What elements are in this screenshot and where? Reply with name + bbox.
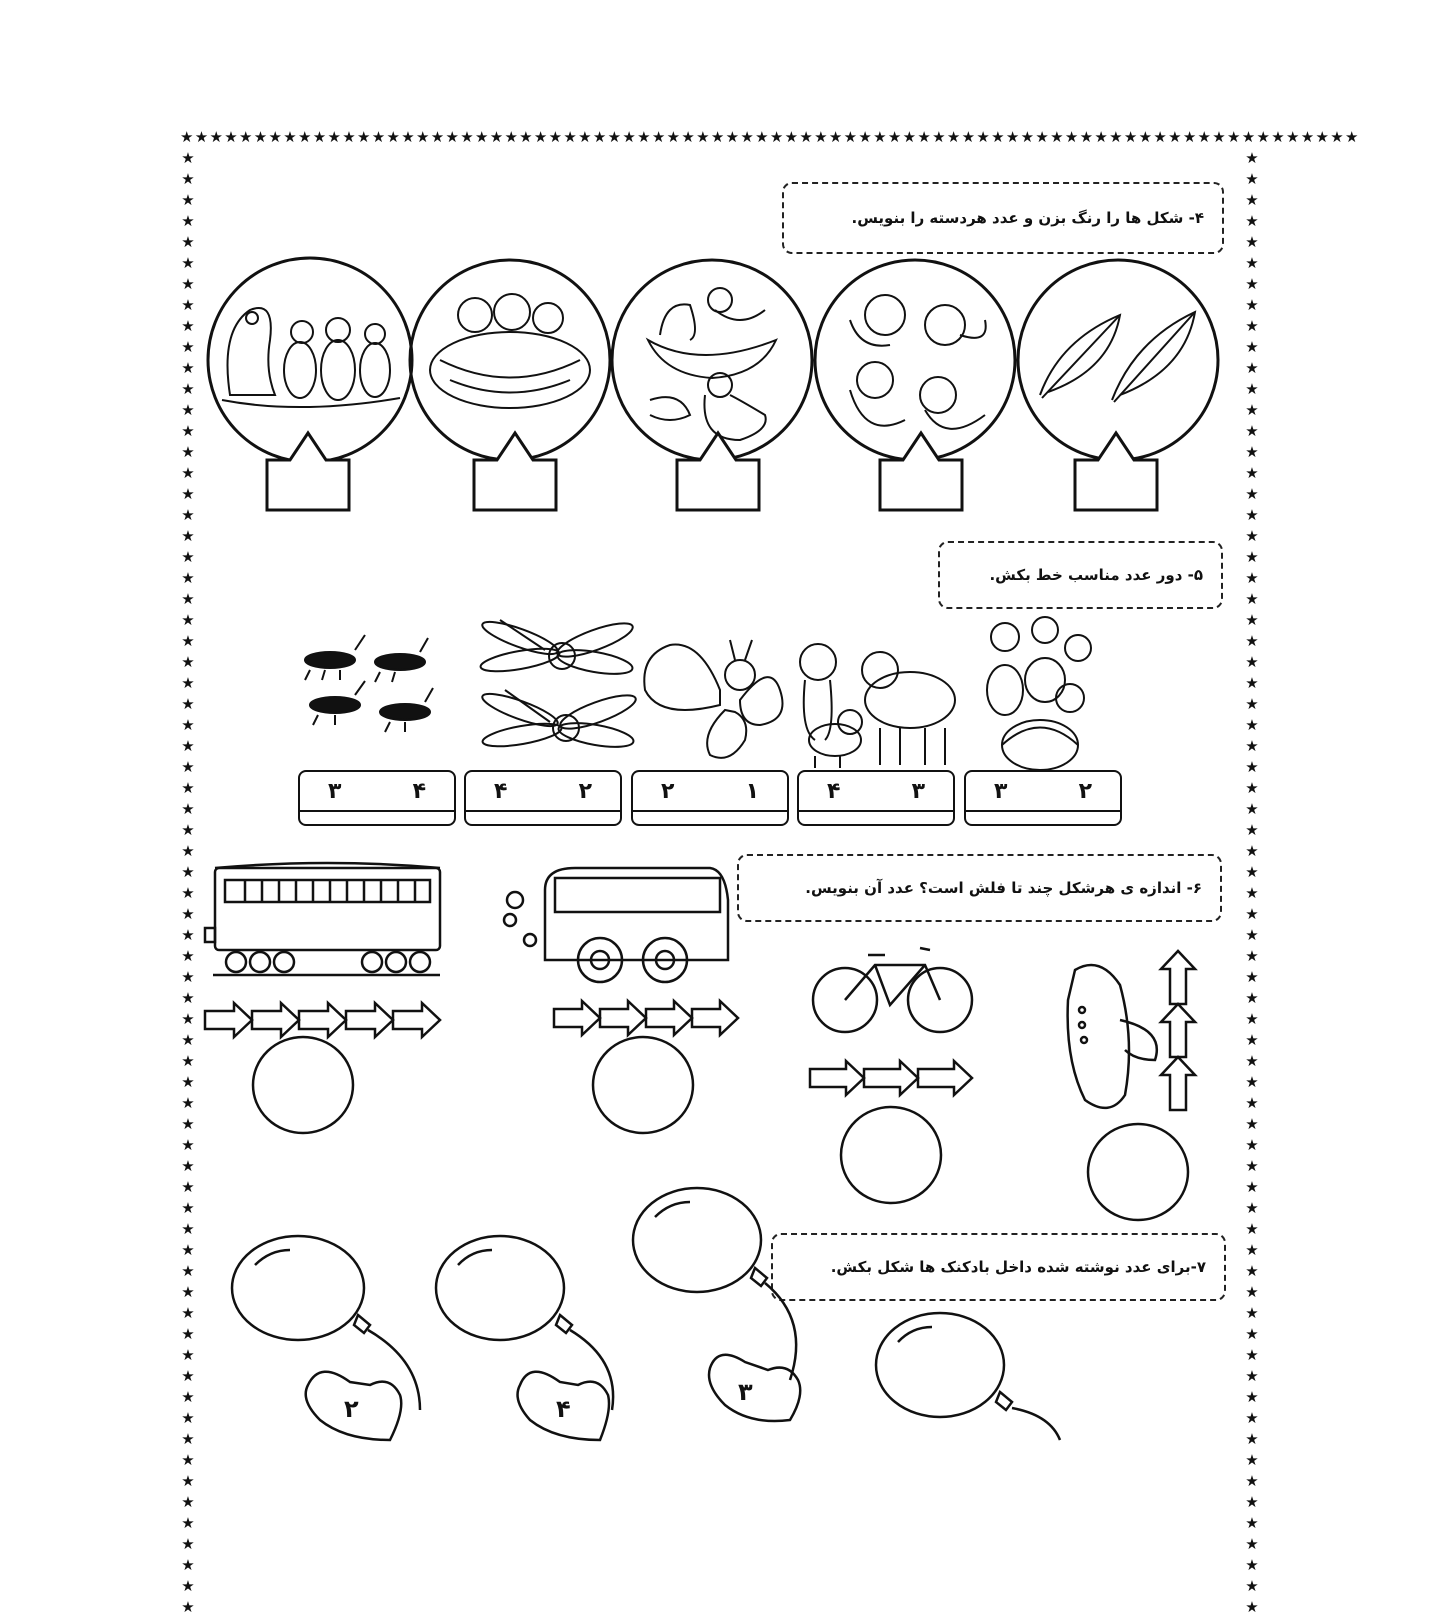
heart-shape [709,1355,800,1421]
choice-number[interactable]: ۴ [827,779,841,804]
balloon-4 [876,1313,1060,1440]
choice-number[interactable]: ۱ [745,779,759,804]
balloon-2-number: ۴ [556,1395,571,1423]
choice-number[interactable]: ۳ [328,779,342,804]
balloon-1-number: ۲ [344,1395,359,1423]
choice-number[interactable]: ۲ [578,779,592,804]
star-border-left: ★ ★ ★ ★ ★ ★ ★ ★ ★ ★ ★ ★ ★ ★ ★ ★ ★ ★ ★ ★ ★ ★ ★ ★ ★ ★ ★ ★ ★ ★ ★ ★ ★ ★ ★ ★ ★ ★ ★ ★ ★ ★ ★ ★ ★ ★ ★ ★ ★ ★ ★ ★ ★ ★ ★ ★ ★ ★ ★ ★ ★ ★ ★ ★ ★ ★ ★ ★ ★ ★ [181,149,195,1616]
balloon-3 [633,1188,800,1421]
q6-instruction: ۶- اندازه ی هرشکل چند تا فلش است؟ عدد آن بنویس. [805,879,1202,897]
q7-instruction: ۷-برای عدد نوشته شده داخل بادکنک ها شکل بکش. [830,1258,1206,1276]
q5-instruction: ۵- دور عدد مناسب خط بکش. [989,566,1203,584]
choice-number[interactable]: ۲ [661,779,675,804]
choice-number[interactable]: ۴ [494,779,508,804]
choice-number[interactable]: ۲ [1078,779,1092,804]
balloon-1 [232,1236,420,1440]
choice-number[interactable]: ۳ [911,779,925,804]
star-border-top: ★★★★★★★★★★★★★★★★★★★★★★★★★★★★★★★★★★★★★★★★★★★★★★★★★★★★★★★★★★★★★★★★★★★★★★★★★★★★★★★★ [180,128,1360,146]
choice-number[interactable]: ۳ [994,779,1008,804]
balloon-3-number: ۳ [738,1378,753,1406]
q4-instruction: ۴- شکل ها را رنگ بزن و عدد هردسته را بنویس. [851,209,1204,227]
balloon-2 [436,1236,613,1440]
choice-number[interactable]: ۴ [412,779,426,804]
star-border-right: ★ ★ ★ ★ ★ ★ ★ ★ ★ ★ ★ ★ ★ ★ ★ ★ ★ ★ ★ ★ ★ ★ ★ ★ ★ ★ ★ ★ ★ ★ ★ ★ ★ ★ ★ ★ ★ ★ ★ ★ ★ ★ ★ ★ ★ ★ ★ ★ ★ ★ ★ ★ ★ ★ ★ ★ ★ ★ ★ ★ ★ ★ ★ ★ ★ ★ ★ ★ ★ ★ [1245,149,1259,1616]
